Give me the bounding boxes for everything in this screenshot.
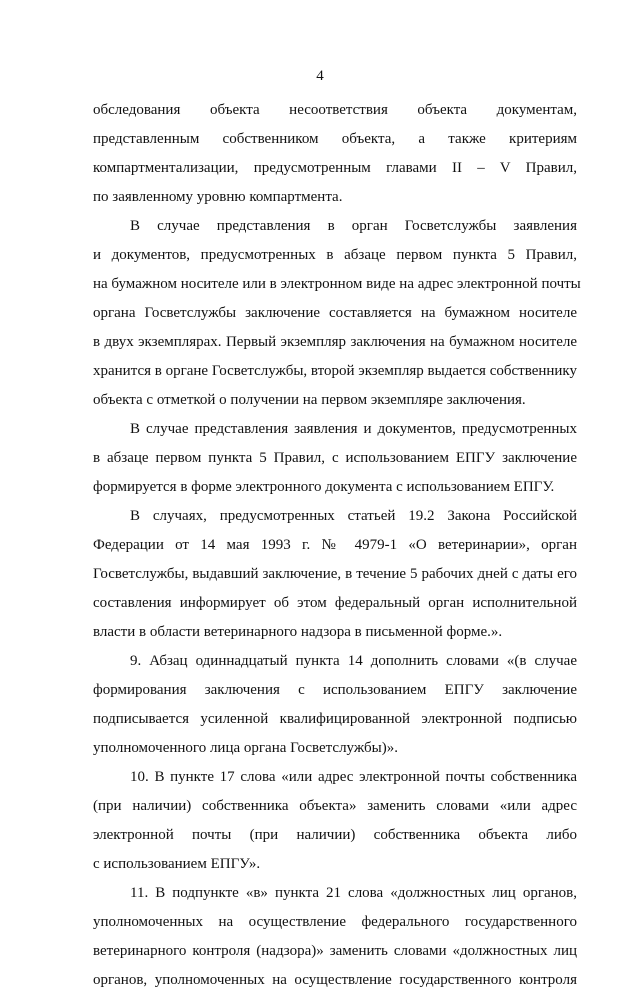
text-line: и документов, предусмотренных в абзаце первом пункта 5 Правил, bbox=[93, 247, 577, 263]
text-line: В случае представления в орган Госветслужбы заявления bbox=[130, 218, 577, 234]
text-line: власти в области ветеринарного надзора в письменной форме.». bbox=[93, 624, 503, 640]
text-line: Госветслужбы, выдавший заключение, в течение 5 рабочих дней с даты его bbox=[93, 566, 577, 582]
text-line: В случаях, предусмотренных статьей 19.2 Закона Российской bbox=[130, 508, 577, 524]
text-line: объекта с отметкой о получении на первом экземпляре заключения. bbox=[93, 392, 526, 408]
text-line: Федерации от 14 мая 1993 г. № 4979-1 «О ветеринарии», орган bbox=[93, 537, 577, 553]
text-line: с использованием ЕПГУ». bbox=[93, 856, 261, 872]
text-line: органов, уполномоченных на осуществление государственного контроля bbox=[93, 972, 577, 988]
text-line: на бумажном носителе или в электронном виде на адрес электронной почты bbox=[93, 276, 581, 292]
text-line: 9. Абзац одиннадцатый пункта 14 дополнить словами «(в случае bbox=[130, 653, 577, 669]
text-line: компартментализации, предусмотренным главами II – V Правил, bbox=[93, 160, 577, 176]
text-line: хранится в органе Госветслужбы, второй экземпляр выдается собственнику bbox=[93, 363, 578, 379]
text-line: уполномоченного лица органа Госветслужбы)». bbox=[93, 740, 398, 756]
text-line: подписывается усиленной квалифицированной электронной подписью bbox=[93, 711, 577, 727]
text-line: ветеринарного контроля (надзора)» заменить словами «должностных лиц bbox=[93, 943, 577, 959]
text-line: в абзаце первом пункта 5 Правил, с использованием ЕПГУ заключение bbox=[93, 450, 577, 466]
text-line: формируется в форме электронного документа с использованием ЕПГУ. bbox=[93, 479, 555, 495]
text-line: по заявленному уровню компартмента. bbox=[93, 189, 343, 205]
text-line: составления информирует об этом федеральный орган исполнительной bbox=[93, 595, 577, 611]
text-line: представленным собственником объекта, а также критериям bbox=[93, 131, 577, 147]
text-line: 11. В подпункте «в» пункта 21 слова «должностных лиц органов, bbox=[130, 885, 577, 901]
text-line: В случае представления заявления и документов, предусмотренных bbox=[130, 421, 577, 437]
body-text bbox=[93, 96, 581, 995]
text-line: 10. В пункте 17 слова «или адрес электронной почты собственника bbox=[130, 769, 577, 785]
text-line: органа Госветслужбы заключение составляется на бумажном носителе bbox=[93, 305, 577, 321]
text-line: уполномоченных на осуществление федерального государственного bbox=[93, 914, 577, 930]
page-number: 4 bbox=[316, 68, 324, 84]
text-line: обследования объекта несоответствия объекта документам, bbox=[93, 102, 577, 118]
text-line: (при наличии) собственника объекта» заменить словами «или адрес bbox=[93, 798, 577, 814]
text-line: электронной почты (при наличии) собственника объекта либо bbox=[93, 827, 577, 843]
text-line: в двух экземплярах. Первый экземпляр заключения на бумажном носителе bbox=[93, 334, 577, 350]
text-line: формирования заключения с использованием ЕПГУ заключение bbox=[93, 682, 577, 698]
